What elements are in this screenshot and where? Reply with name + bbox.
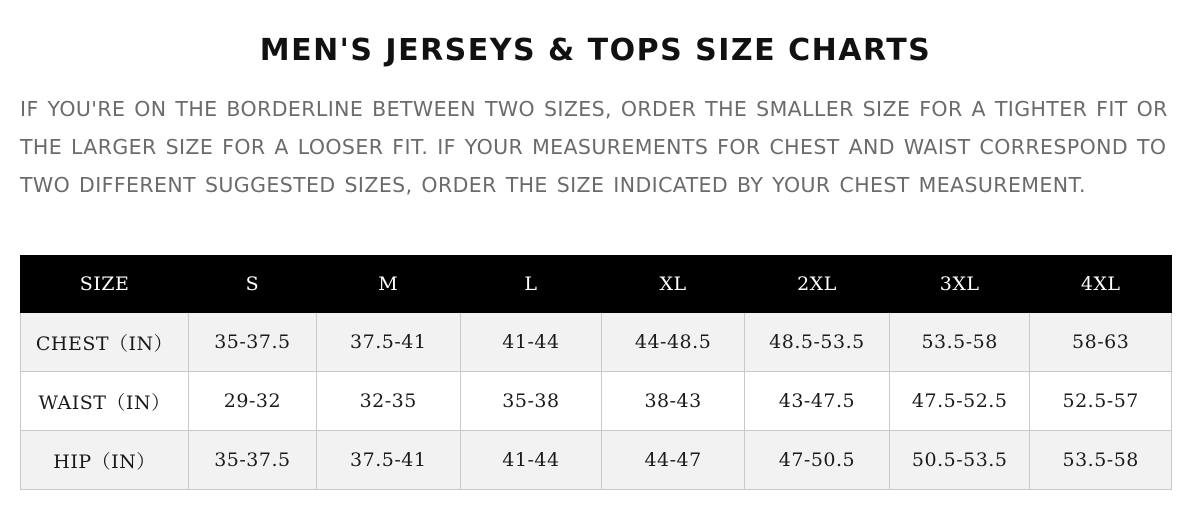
cell-chest-l: 41-44	[460, 313, 602, 372]
cell-waist-m: 32-35	[316, 372, 460, 431]
table-row	[21, 431, 1172, 490]
row-label-hip: HIP（IN）	[21, 431, 189, 490]
size-chart-table	[20, 255, 1172, 490]
cell-waist-xl: 38-43	[602, 372, 745, 431]
column-header-3xl: 3XL	[889, 256, 1029, 313]
table-header-row	[21, 256, 1172, 313]
column-header-m: M	[316, 256, 460, 313]
cell-waist-3xl: 47.5-52.5	[889, 372, 1029, 431]
cell-chest-m: 37.5-41	[316, 313, 460, 372]
page-title: MEN'S JERSEYS & TOPS SIZE CHARTS	[259, 33, 932, 68]
cell-chest-3xl: 53.5-58	[889, 313, 1029, 372]
cell-waist-4xl: 52.5-57	[1030, 372, 1172, 431]
column-header-l: L	[460, 256, 602, 313]
cell-hip-m: 37.5-41	[316, 431, 460, 490]
column-header-s: S	[189, 256, 317, 313]
cell-hip-4xl: 53.5-58	[1030, 431, 1172, 490]
cell-chest-4xl: 58-63	[1030, 313, 1172, 372]
size-chart-table-wrapper	[20, 255, 1172, 490]
cell-hip-3xl: 50.5-53.5	[889, 431, 1029, 490]
intro-paragraph: IF YOU'RE ON THE BORDERLINE BETWEEN TWO SIZES, ORDER THE SMALLER SIZE FOR A TIGHTER FIT OR THE LARGER SIZE FOR A LOOSER FIT. IF YOUR MEASUREMENTS FOR CHEST AND WAIST CORRESPOND TO TWO DIFFERENT SUGGESTED SIZES, ORDER THE SIZE INDICATED BY YOUR CHEST MEASUREMENT.	[20, 97, 1168, 197]
cell-waist-2xl: 43-47.5	[744, 372, 889, 431]
cell-waist-s: 29-32	[189, 372, 317, 431]
cell-chest-s: 35-37.5	[189, 313, 317, 372]
cell-hip-s: 35-37.5	[189, 431, 317, 490]
cell-chest-xl: 44-48.5	[602, 313, 745, 372]
row-label-chest: CHEST（IN）	[21, 313, 189, 372]
cell-hip-xl: 44-47	[602, 431, 745, 490]
cell-hip-2xl: 47-50.5	[744, 431, 889, 490]
cell-hip-l: 41-44	[460, 431, 602, 490]
column-header-2xl: 2XL	[744, 256, 889, 313]
table-row	[21, 372, 1172, 431]
column-header-4xl: 4XL	[1030, 256, 1172, 313]
cell-waist-l: 35-38	[460, 372, 602, 431]
table-header	[21, 256, 1172, 313]
column-header-size: SIZE	[21, 256, 189, 313]
column-header-xl: XL	[602, 256, 745, 313]
table-body	[21, 313, 1172, 490]
cell-chest-2xl: 48.5-53.5	[744, 313, 889, 372]
table-row	[21, 313, 1172, 372]
row-label-waist: WAIST（IN）	[21, 372, 189, 431]
